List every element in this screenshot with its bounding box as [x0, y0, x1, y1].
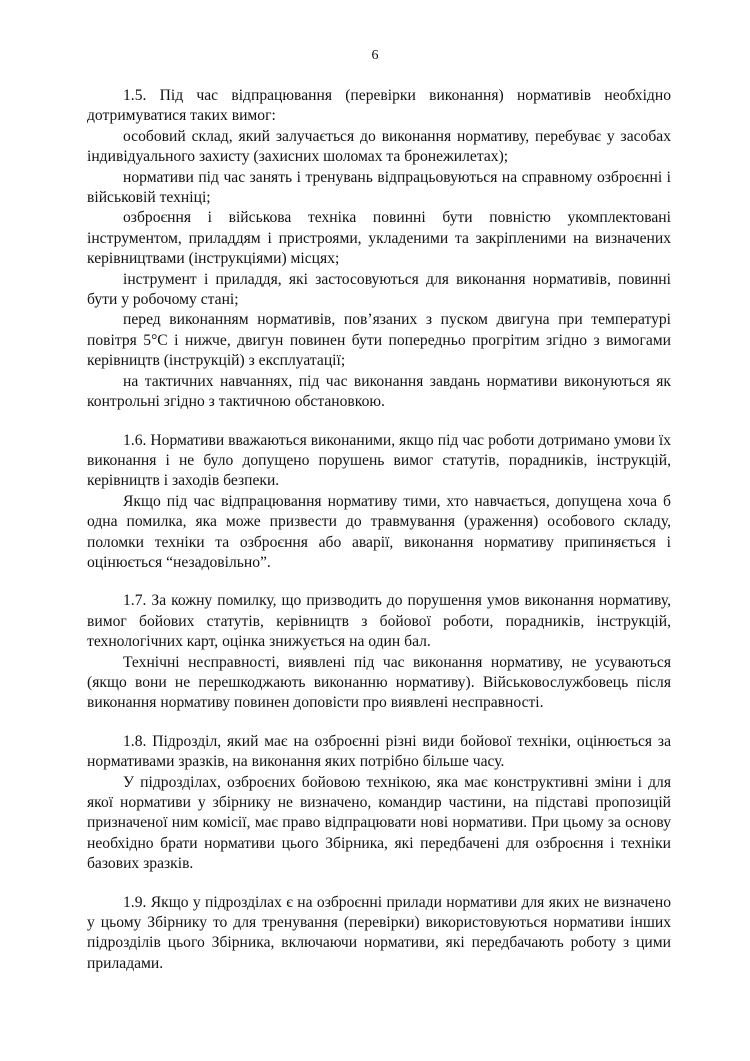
- document-body: [87, 86, 671, 974]
- paragraph: нормативи під час занять і тренувань відпрацьовуються на справному озброєнні і військовій техніці;: [87, 168, 671, 207]
- paragraph: 1.8. Підрозділ, який має на озброєнні різні види бойової техніки, оцінюється за нормативами зразків, на виконання яких потрібно більше часу.: [87, 732, 671, 771]
- section-5: [87, 893, 671, 975]
- paragraph: Технічні несправності, виявлені під час виконання нормативу, не усуваються (якщо вони не перешкоджають виконанню нормативу). Військовослужбовець після виконання нормативу повинен доповісти про виявлені несправності.: [87, 653, 671, 712]
- paragraph: 1.5. Під час відпрацювання (перевірки виконання) нормативів необхідно дотримуватися таких вимог:: [87, 87, 671, 125]
- paragraph: 1.9. Якщо у підрозділах є на озброєнні прилади нормативи для яких не визначено у цьому Збірнику то для тренування (перевірки) використовуються нормативи інших підрозділів цього Збірника, включаючи нормативи, які передбачають роботу з цими приладами.: [87, 893, 671, 972]
- paragraph: інструмент і приладдя, які застосовуються для виконання нормативів, повинні бути у робочому стані;: [87, 270, 671, 309]
- paragraph: 1.7. За кожну помилку, що призводить до порушення умов виконання нормативу, вимог бойових статутів, керівництв з бойової роботи, порадників, інструкцій, технологічних карт, оцінка знижується на один бал.: [87, 592, 671, 651]
- paragraph: озброєння і військова техніка повинні бути повністю укомплектовані інструментом, приладдям і пристроями, укладеними та закріпленими на визначених керівництвами (інструкціями) місцях;: [87, 209, 671, 268]
- section-1: [87, 86, 671, 413]
- paragraph: Якщо під час відпрацювання нормативу тими, хто навчається, допущена хоча б одна помилка, яка може призвести до травмування (ураження) особового складу, поломки техніки та озброєння або аварії, виконання нормативу припиняється і оцінюється “незадовільно”.: [87, 492, 671, 571]
- paragraph: У підрозділах, озброєних бойовою технікою, яка має конструктивні зміни і для якої нормативи у збірнику не визначено, командир частини, на підставі пропозицій призначеної ним комісії, має право відпрацювати нові нормативи. При цьому за основу необхідно брати нормативи цього Збірника, які передбачені для озброєння і техніки базових зразків.: [87, 773, 671, 873]
- page-number: 6: [371, 48, 379, 63]
- section-2: [87, 431, 671, 574]
- paragraph: особовий склад, який залучається до виконання нормативу, перебуває у засобах індивідуального захисту (захисних шоломах та бронежилетах);: [87, 127, 671, 166]
- paragraph: на тактичних навчаннях, під час виконання завдань нормативи виконуються як контрольні згідно з тактичною обстановкою.: [87, 372, 671, 411]
- paragraph: 1.6. Нормативи вважаються виконаними, якщо під час роботи дотримано умови їх виконання і не було допущено порушень вимог статутів, порадників, інструкцій, керівництв і заходів безпеки.: [87, 431, 671, 490]
- section-4: [87, 732, 671, 875]
- paragraph: перед виконанням нормативів, пов’язаних з пуском двигуна при температурі повітря 5°С і нижче, двигун повинен бути попередньо прогрітим згідно з вимогами керівництв (інструкцій) з експлуатації;: [87, 311, 671, 370]
- section-3: [87, 591, 671, 713]
